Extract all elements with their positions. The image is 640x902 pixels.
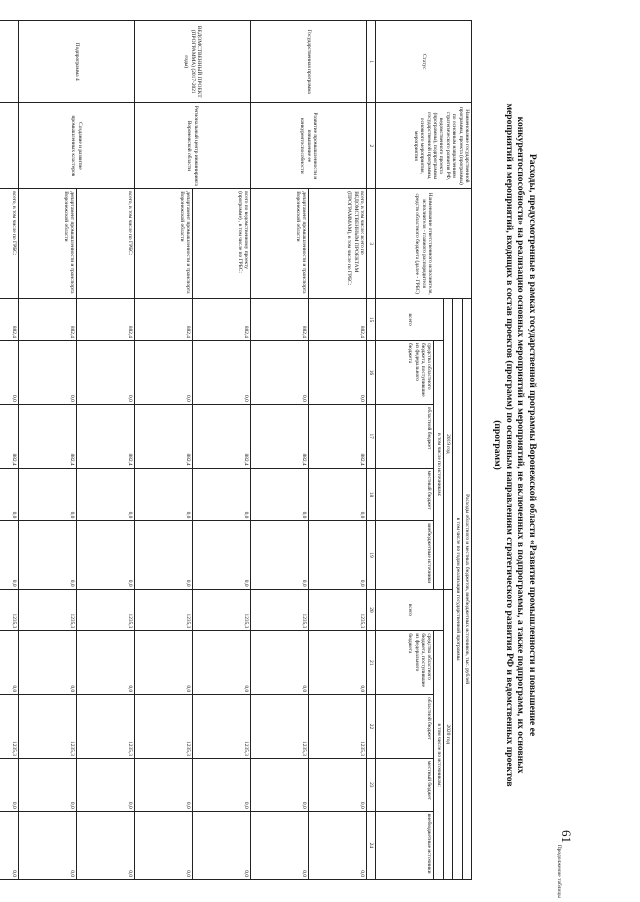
- value-cell: 0,0: [134, 811, 192, 879]
- table-row: [0, 21, 18, 880]
- value-cell: 882,4: [76, 404, 134, 468]
- program-name-cell: Создание и развитие промышленных кластеров: [18, 103, 134, 189]
- value-cell: 0,0: [250, 811, 308, 879]
- col-number: 23: [366, 758, 375, 811]
- executor-cell: всего по ведомственному проекту (программе) , в том числе по ГРБС:: [192, 189, 250, 299]
- program-name-cell: Региональный центр инжиниринга Воронежской области: [134, 103, 250, 189]
- table-row: [308, 21, 366, 880]
- value-cell: 882,4: [192, 299, 250, 341]
- value-cell: 0,0: [250, 341, 308, 405]
- table-row: [192, 21, 250, 880]
- executor-header: Наименование ответственного исполнителя, исполнителя - главного распорядителя средств областного бюджета (далее - ГРБС): [376, 189, 472, 299]
- value-cell: 0,0: [76, 341, 134, 405]
- value-cell: 1235,3: [18, 589, 76, 631]
- value-cell: 0,0: [76, 468, 134, 521]
- status-header: Статус: [376, 21, 472, 103]
- value-cell: 882,4: [308, 404, 366, 468]
- value-cell: 0,0: [192, 341, 250, 405]
- sources-2019-header: в том числе по источникам:: [434, 341, 443, 590]
- executor-cell: департамент промышленности и транспорта Воронежской области: [134, 189, 192, 299]
- value-cell: 0,0: [76, 631, 134, 695]
- status-cell: ВЕДОМСТВЕННЫЙ ПРОЕКТ (ПРОГРАММА) (2017-2021 годы): [134, 21, 250, 103]
- value-cell: 0,0: [250, 468, 308, 521]
- value-cell: 1235,3: [134, 589, 192, 631]
- value-cell: 1235,3: [308, 695, 366, 759]
- col-number: 17: [366, 404, 375, 468]
- executor-cell: всего, в том числе по ГРБС:: [76, 189, 134, 299]
- value-cell: 1235,3: [134, 695, 192, 759]
- value-cell: 0,0: [134, 521, 192, 589]
- value-cell: 1235,3: [250, 589, 308, 631]
- federal-2019-header: средства областного бюджета, поступившие из федерального бюджета: [376, 341, 434, 405]
- col-number: 1: [366, 21, 375, 103]
- executor-cell: департамент промышленности и транспорта Воронежской области: [18, 189, 76, 299]
- value-cell: 1235,3: [192, 695, 250, 759]
- value-cell: 1235,3: [0, 695, 18, 759]
- regional-2020-header: областной бюджет: [376, 695, 434, 759]
- value-cell: 0,0: [308, 631, 366, 695]
- value-cell: 882,4: [134, 404, 192, 468]
- sources-2020-header: в том числе по источникам:: [434, 631, 443, 880]
- value-cell: 0,0: [192, 631, 250, 695]
- value-cell: 0,0: [18, 468, 76, 521]
- expenses-table: [0, 20, 472, 880]
- value-cell: 0,0: [250, 631, 308, 695]
- value-cell: 882,4: [0, 404, 18, 468]
- value-cell: 0,0: [0, 811, 18, 879]
- col-number: 20: [366, 589, 375, 631]
- value-cell: 882,4: [18, 404, 76, 468]
- value-cell: 0,0: [308, 341, 366, 405]
- program-name-cell: [0, 103, 18, 189]
- value-cell: 0,0: [192, 758, 250, 811]
- total-2019-header: всего: [376, 299, 443, 341]
- value-cell: 0,0: [18, 758, 76, 811]
- col-number: 15: [366, 299, 375, 341]
- expenses-header: Расходы областного и местных бюджетов, внебюджетных источников, тыс. рублей: [462, 299, 471, 880]
- local-2019-header: местный бюджет: [376, 468, 434, 521]
- page-title: Расходы, предусмотренные в рамках государственной программы Воронежской области «Развитие промышленности и повышение ее конкурентоспособности» на реализацию основных мероприятий и мероприятий, не включенных в подпрограммы, а также подпрограмм, их основных мероприятий и мероприятий, входящих в состав проектов (программ) по основным направлениям стратегического развития РФ и ведомственных проектов (программ): [492, 103, 538, 787]
- column-numbers-row: [366, 21, 375, 880]
- status-cell: Подпрограмма 4: [18, 21, 134, 103]
- offbudget-2020-header: внебюджетные источники: [376, 811, 434, 879]
- value-cell: 0,0: [134, 468, 192, 521]
- value-cell: 882,4: [308, 299, 366, 341]
- value-cell: 0,0: [0, 341, 18, 405]
- col-number: 19: [366, 521, 375, 589]
- value-cell: 882,4: [76, 299, 134, 341]
- value-cell: 1235,3: [0, 589, 18, 631]
- col-number: 24: [366, 811, 375, 879]
- value-cell: 0,0: [134, 758, 192, 811]
- value-cell: 0,0: [250, 521, 308, 589]
- value-cell: 0,0: [0, 468, 18, 521]
- executor-cell: всего, в том числе: всего по ВЕДОМСТВЕННЫМ ПРОЕКТАМ (ПРОГРАММАМ), в том числе по ГРБС:: [308, 189, 366, 299]
- value-cell: 0,0: [18, 631, 76, 695]
- value-cell: 882,4: [192, 404, 250, 468]
- value-cell: 0,0: [134, 341, 192, 405]
- value-cell: 0,0: [18, 811, 76, 879]
- value-cell: 882,4: [134, 299, 192, 341]
- value-cell: 1235,3: [250, 695, 308, 759]
- value-cell: 0,0: [76, 758, 134, 811]
- value-cell: 882,4: [0, 299, 18, 341]
- year-2020-header: 2020 год: [443, 589, 452, 879]
- col-number: 2: [366, 103, 375, 189]
- executor-cell: всего, в том числе по ГРБС:: [0, 189, 18, 299]
- value-cell: 0,0: [192, 468, 250, 521]
- value-cell: 0,0: [308, 758, 366, 811]
- name-header: Наименование государственной программы, проекта (программы) по основным направлениям стратегического развития РФ, ведомственного проекта (программы), подпрограммы государственной программы, основного мероприятия, мероприятия: [376, 103, 472, 189]
- col-number: 18: [366, 468, 375, 521]
- year-2019-header: 2019 год: [443, 299, 452, 589]
- col-number: 21: [366, 631, 375, 695]
- value-cell: 1235,3: [308, 589, 366, 631]
- col-number: 3: [366, 189, 375, 299]
- federal-2020-header: средства областного бюджета, поступившие из федерального бюджета: [376, 631, 434, 695]
- executor-cell: департамент промышленности и транспорта Воронежской области: [250, 189, 308, 299]
- page-number: 61: [559, 830, 574, 843]
- value-cell: 0,0: [76, 811, 134, 879]
- value-cell: 0,0: [192, 811, 250, 879]
- table-row: [76, 21, 134, 880]
- continuation-note: Продолжение таблицы: [556, 844, 562, 898]
- value-cell: 882,4: [250, 404, 308, 468]
- status-cell: Государственная программа: [250, 21, 366, 103]
- value-cell: 0,0: [18, 521, 76, 589]
- value-cell: 1235,3: [76, 589, 134, 631]
- value-cell: 0,0: [0, 631, 18, 695]
- value-cell: 882,4: [18, 299, 76, 341]
- value-cell: 0,0: [18, 341, 76, 405]
- value-cell: 1235,3: [18, 695, 76, 759]
- offbudget-2019-header: внебюджетные источники: [376, 521, 434, 589]
- col-number: 16: [366, 341, 375, 405]
- value-cell: 0,0: [308, 811, 366, 879]
- value-cell: 882,4: [250, 299, 308, 341]
- local-2020-header: местный бюджет: [376, 758, 434, 811]
- rotated-content: [10, 10, 574, 898]
- by-years-header: в том числе по годам реализации государственной программы: [453, 299, 462, 880]
- value-cell: 0,0: [134, 631, 192, 695]
- value-cell: 0,0: [76, 521, 134, 589]
- col-number: 22: [366, 695, 375, 759]
- value-cell: 1235,3: [192, 589, 250, 631]
- value-cell: 0,0: [192, 521, 250, 589]
- value-cell: 0,0: [0, 758, 18, 811]
- status-cell: [0, 21, 18, 103]
- program-name-cell: Развитие промышленности и повышение ее конкурентоспособности: [250, 103, 366, 189]
- regional-2019-header: областной бюджет: [376, 404, 434, 468]
- value-cell: 1235,3: [76, 695, 134, 759]
- value-cell: 0,0: [308, 468, 366, 521]
- value-cell: 0,0: [250, 758, 308, 811]
- value-cell: 0,0: [0, 521, 18, 589]
- total-2020-header: всего: [376, 589, 443, 631]
- table-body: [0, 21, 366, 880]
- value-cell: 0,0: [308, 521, 366, 589]
